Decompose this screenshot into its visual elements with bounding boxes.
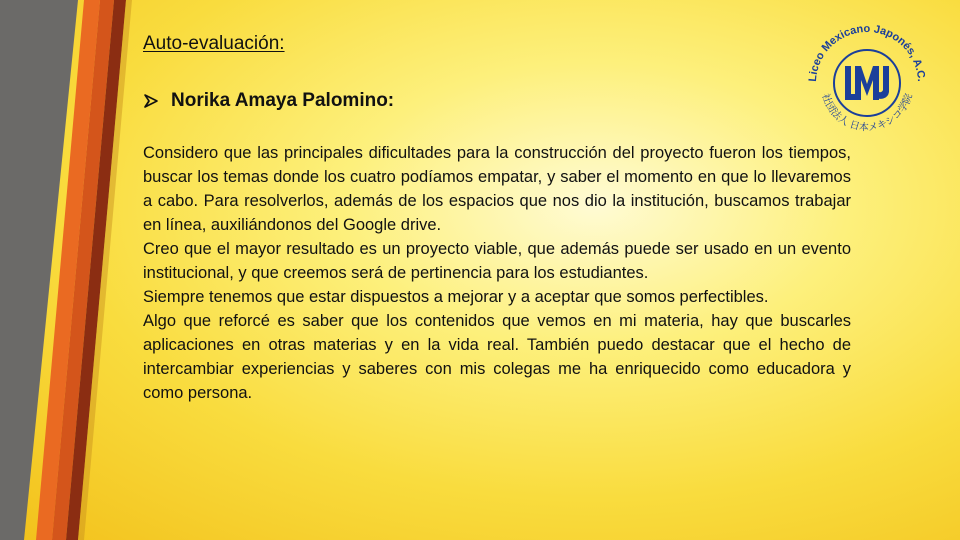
svg-text:社団法人 日本メキシコ学院 bbox=[819, 92, 915, 134]
school-logo bbox=[800, 16, 934, 150]
paragraph: Siempre tenemos que estar dispuestos a mejorar y a aceptar que somos perfectibles. bbox=[143, 288, 769, 306]
logo-arc-text: Liceo Mexicano Japonés, A.C. bbox=[806, 22, 927, 83]
paragraph: Algo que reforcé es saber que los contenidos que vemos en mi materia, hay que buscarles aplicaciones en otras materias y en la vida real. También puedo destacar que el hecho de intercambiar experiencias y saberes con mis colegas me ha enriquecido como educadora y como persona. bbox=[143, 312, 851, 402]
paragraph: Considero que las principales dificultades para la construcción del proyecto fueron los tiempos, buscar los temas donde los cuatro podíamos empatar, y saber el momento en que lo llevaremos a cabo. Para resolverlos, además de los espacios que nos dio la institución, buscamos trabajar en línea, auxiliándonos del Google drive. bbox=[143, 144, 851, 234]
svg-text:Liceo Mexicano Japonés, A.C. bbox=[807, 23, 927, 82]
slide-title: Auto-evaluación: bbox=[143, 33, 285, 54]
author-name: Norika Amaya Palomino: bbox=[171, 90, 395, 111]
paragraph: Creo que el mayor resultado es un proyecto viable, que además puede ser usado en un evento institucional, y que creemos será de pertinencia para los estudiantes. bbox=[143, 240, 851, 282]
arrow-check-bullet-icon bbox=[143, 92, 161, 110]
logo-japanese-text: 社団法人 日本メキシコ学院 bbox=[819, 92, 915, 134]
author-bullet bbox=[143, 90, 394, 112]
evaluation-text bbox=[143, 141, 851, 405]
